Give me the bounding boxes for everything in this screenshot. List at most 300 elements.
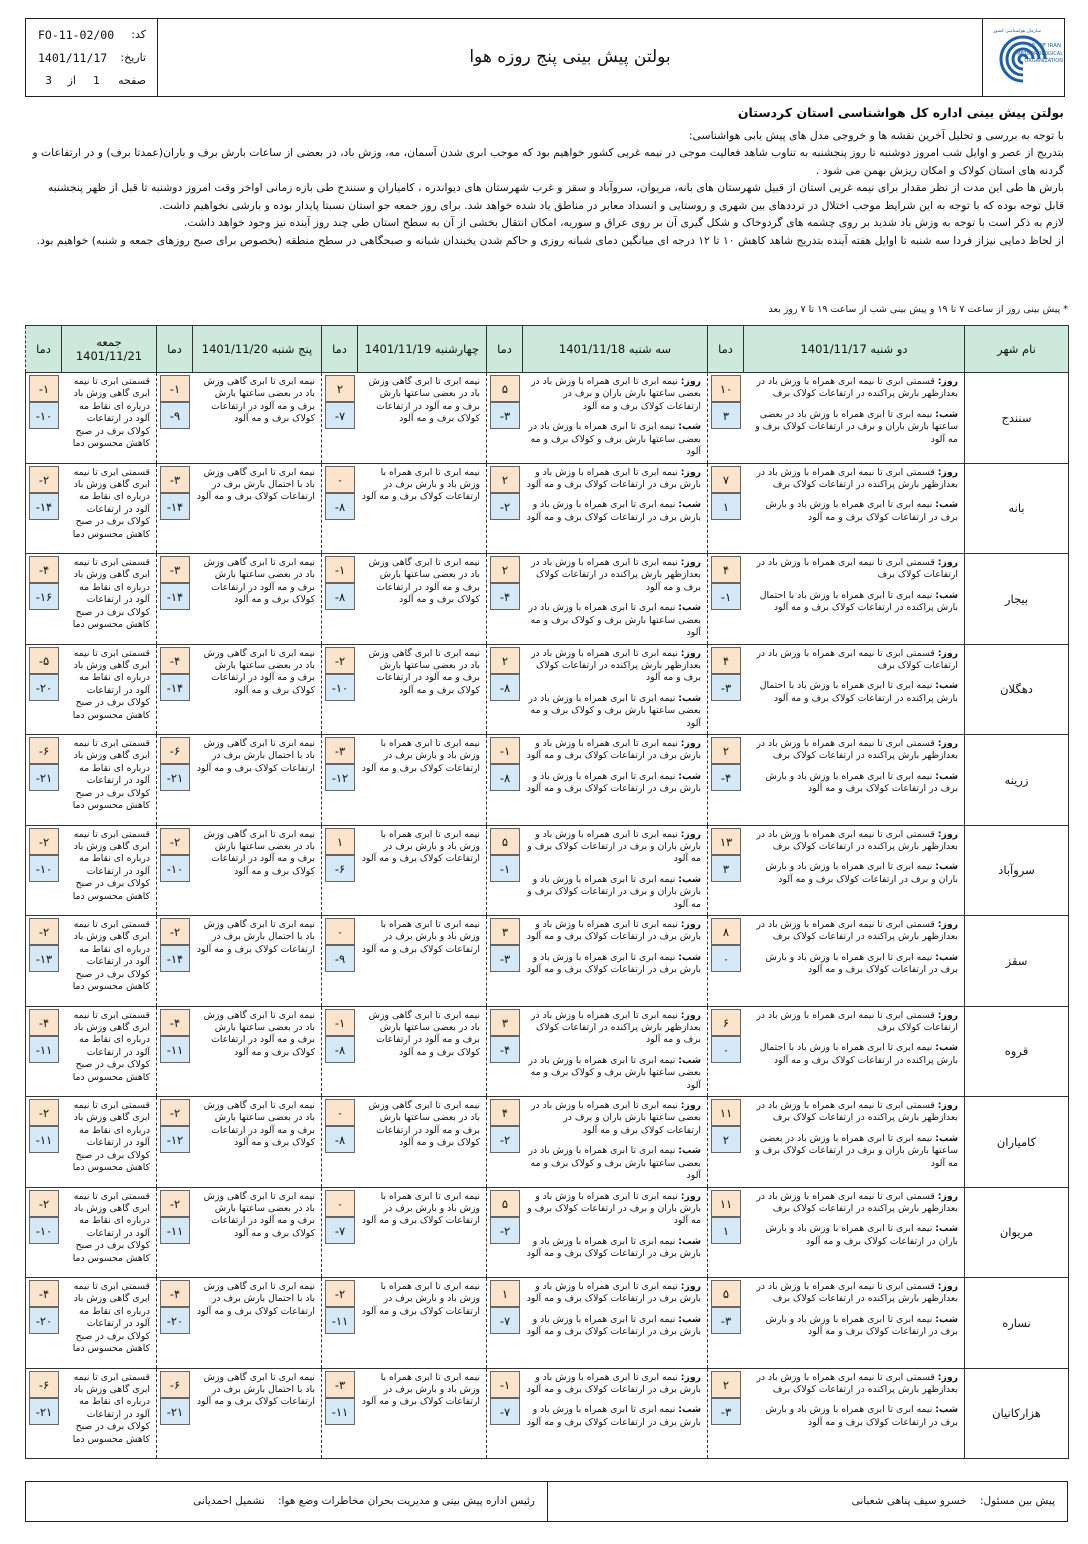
forecast-day-5 xyxy=(62,735,157,826)
day-label: روز: xyxy=(680,919,701,930)
page-total: 3 xyxy=(45,74,52,87)
forecast-text: نیمه ابری تا ابری گاهی وزش باد در بعضی ساعتها بارش برف و مه آلود در ارتفاعات کولاک برف و مه آلود xyxy=(203,828,315,877)
temperature-cell-3 xyxy=(322,373,358,464)
forecast-day-3 xyxy=(358,1097,487,1188)
forecast-text: نیمه ابری تا ابری گاهی وزش باد با احتمال بارش برف در ارتفاعات کولاک برف و مه آلود xyxy=(196,466,315,503)
forecast-day-5 xyxy=(62,1097,157,1188)
night-forecast-text: نیمه ابری تا ابری همراه با وزش باد و بارش برف در ارتفاعات کولاک برف و مه آلود xyxy=(765,1404,958,1428)
forecast-text: نیمه ابری تا ابری گاهی وزش باد با احتمال بارش برف در ارتفاعات کولاک برف و مه آلود xyxy=(196,738,315,774)
night-label: شب: xyxy=(935,499,958,511)
forecast-text: نیمه ابری تا ابری گاهی وزش باد در بعضی ساعتها بارش برف و مه آلود در ارتفاعات کولاک برف و مه آلود xyxy=(368,557,480,606)
min-temp: -۷ xyxy=(325,402,355,429)
temperature-cell-2 xyxy=(487,1097,523,1188)
min-temp: -۲۱ xyxy=(160,764,190,791)
bulletin-footer xyxy=(25,1481,1068,1522)
forecast-day-5 xyxy=(62,644,157,735)
logo-text-en3: ORGANIZATION xyxy=(1024,58,1063,64)
spacer xyxy=(748,1215,959,1223)
day-label: روز: xyxy=(680,376,701,387)
temperature-cell-5 xyxy=(26,1278,62,1369)
document-meta xyxy=(26,19,158,96)
min-temp: -۸ xyxy=(325,583,355,610)
temperature-cell-4 xyxy=(157,554,193,645)
forecast-day-2 xyxy=(523,463,708,554)
min-temp: -۸ xyxy=(325,1126,355,1153)
min-temp: -۴ xyxy=(490,583,520,610)
min-temp: -۱۱ xyxy=(325,1398,355,1425)
day-forecast-text: نیمه ابری تا ابری همراه با وزش باد و بارش برف در ارتفاعات کولاک برف و مه آلود xyxy=(526,1281,701,1305)
intro-paragraph-1: با توجه به بررسی و تحلیل آخرین نقشه ها و خروجی مدل های پیش یابی هواشناسی: xyxy=(688,128,1064,142)
night-forecast-text: نیمه ابری تا ابری همراه با وزش باد و بارش برف در ارتفاعات کولاک برف و مه آلود xyxy=(526,499,701,523)
temperature-cell-4 xyxy=(157,373,193,464)
night-forecast-text: نیمه ابری تا ابری همراه با وزش باد و بارش برف در ارتفاعات کولاک برف و مه آلود xyxy=(765,770,958,795)
night-forecast-text: نیمه ابری تا ابری همراه با وزش باد و بارش برف در ارتفاعات کولاک برف و مه آلود xyxy=(765,1313,958,1338)
spacer xyxy=(527,944,702,952)
max-temp: -۳ xyxy=(325,737,355,764)
night-label: شب: xyxy=(935,1042,958,1054)
forecast-day-3 xyxy=(358,1278,487,1369)
forecast-day-3 xyxy=(358,735,487,826)
logo-text-en1: I.R. OF IRAN xyxy=(1028,43,1061,49)
temperature-cell-1 xyxy=(708,373,744,464)
temperature-cell-3 xyxy=(322,1187,358,1278)
intro-paragraph-4: لازم به ذکر است با توجه به وزش باد شدید بر روی چشمه های گردوخاک و شکل گیری آن بر روی عراق و سوریه، امکان انتقال بخشی از آن به سطح استان طی چند روز آینده نیز وجود خواهد داشت. xyxy=(183,216,1064,229)
forecast-day-5 xyxy=(62,825,157,916)
max-temp: -۲ xyxy=(160,1190,190,1217)
temperature-cell-4 xyxy=(157,1368,193,1459)
day-forecast-text: قسمتی ابری تا نیمه ابری همراه با وزش باد در بعدازظهر بارش پراکنده در ارتفاعات کولاک برف xyxy=(756,1281,958,1305)
night-label: شب: xyxy=(935,770,958,782)
forecast-text: نیمه ابری تا ابری گاهی وزش باد در بعضی ساعتها بارش برف و مه آلود در ارتفاعات کولاک برف و مه آلود xyxy=(203,1100,315,1149)
day-forecast-text: نیمه ابری تا ابری همراه با وزش باد در بعدازظهر بارش پراکنده در ارتفاعات کولاک برف و مه آلود xyxy=(531,647,701,684)
forecast-day-1 xyxy=(744,735,965,826)
night-forecast-text: نیمه ابری تا ابری همراه با وزش باد و بارش باران و برف در ارتفاعات کولاک برف و مه آلود xyxy=(765,861,958,885)
max-temp: ۲ xyxy=(490,556,520,583)
forecast-text: نیمه ابری تا ابری گاهی وزش باد در بعضی ساعتها بارش برف و مه آلود در ارتفاعات کولاک برف و مه آلود xyxy=(203,647,315,696)
table-row xyxy=(26,1097,1069,1188)
temperature-cell-5 xyxy=(26,735,62,826)
max-temp: -۲ xyxy=(29,1190,59,1217)
forecast-day-2 xyxy=(523,554,708,645)
col-day-1: دو شنبه 1401/11/17 xyxy=(744,326,965,373)
max-temp: ۵ xyxy=(711,1280,741,1307)
spacer xyxy=(748,401,959,409)
temperature-cell-1 xyxy=(708,554,744,645)
col-temp-4: دما xyxy=(157,326,193,373)
night-label: شب: xyxy=(678,770,701,782)
day-forecast-text: قسمتی ابری تا نیمه ابری همراه با وزش باد در بعدازظهر بارش پراکنده در ارتفاعات کولاک برف xyxy=(756,466,958,490)
forecast-day-1 xyxy=(744,1187,965,1278)
col-day-2: سه شنبه 1401/11/18 xyxy=(523,326,708,373)
temperature-cell-2 xyxy=(487,463,523,554)
spacer xyxy=(748,1125,959,1133)
night-label: شب: xyxy=(678,421,701,433)
max-temp: -۶ xyxy=(160,737,190,764)
day-label: روز: xyxy=(937,1281,958,1292)
forecast-day-1 xyxy=(744,1368,965,1459)
day-forecast-text: نیمه ابری تا ابری همراه با وزش باد و بارش برف در ارتفاعات کولاک برف و مه آلود xyxy=(526,919,701,943)
forecast-day-1 xyxy=(744,554,965,645)
temperature-cell-4 xyxy=(157,644,193,735)
min-temp: -۳ xyxy=(711,1398,741,1425)
temperature-cell-4 xyxy=(157,1187,193,1278)
intro-heading: بولتن پیش بینی اداره کل هواشناسی استان کردستان xyxy=(737,105,1064,120)
max-temp: -۲ xyxy=(160,828,190,855)
day-forecast-text: نیمه ابری تا ابری همراه با وزش باد و بارش برف در ارتفاعات کولاک برف و مه آلود xyxy=(526,1371,701,1395)
table-row xyxy=(26,735,1069,826)
max-temp: -۱ xyxy=(490,1371,520,1398)
forecast-text: نیمه ابری تا ابری همراه با وزش باد و بارش برف در ارتفاعات کولاک برف و مه آلود xyxy=(361,466,480,503)
spacer xyxy=(748,763,959,771)
forecast-day-4 xyxy=(193,373,322,464)
col-temp-1: دما xyxy=(708,326,744,373)
min-temp: -۸ xyxy=(490,764,520,791)
night-label: شب: xyxy=(935,1313,958,1325)
day-label: روز: xyxy=(937,828,958,840)
col-city: نام شهر xyxy=(965,326,1069,373)
day-forecast-text: نیمه ابری تا ابری همراه با وزش باد در بعدازظهر بارش پراکنده در ارتفاعات کولاک برف و مه آلود xyxy=(531,1009,701,1046)
spacer xyxy=(527,594,702,602)
table-row xyxy=(26,1187,1069,1278)
forecast-day-4 xyxy=(193,1278,322,1369)
city-name: سقز xyxy=(965,916,1069,1007)
forecast-day-2 xyxy=(523,1368,708,1459)
city-name: نساره xyxy=(965,1278,1069,1369)
forecast-day-4 xyxy=(193,1187,322,1278)
forecast-text: نیمه ابری تا ابری گاهی وزش باد در بعضی ساعتها بارش برف و مه آلود در ارتفاعات کولاک برف و مه آلود xyxy=(368,1100,480,1149)
forecast-day-5 xyxy=(62,1006,157,1097)
day-label: روز: xyxy=(937,1009,958,1021)
day-forecast-text: قسمتی ابری تا نیمه ابری همراه با وزش باد در بعدازظهر بارش پراکنده در ارتفاعات کولاک برف xyxy=(756,376,958,400)
min-temp: -۸ xyxy=(325,1036,355,1063)
forecaster-label: پیش بین مسئول: xyxy=(980,1495,1055,1507)
night-label: شب: xyxy=(678,499,701,511)
spacer xyxy=(748,491,959,499)
temperature-cell-3 xyxy=(322,554,358,645)
night-label: شب: xyxy=(935,1223,958,1235)
max-temp: -۲ xyxy=(29,828,59,855)
max-temp: -۱ xyxy=(325,1009,355,1036)
temperature-cell-4 xyxy=(157,825,193,916)
day-forecast-text: قسمتی ابری تا نیمه ابری همراه با وزش باد در ارتفاعات کولاک برف xyxy=(756,647,958,671)
max-temp: -۲ xyxy=(160,918,190,945)
min-temp: ۱ xyxy=(711,1217,741,1244)
max-temp: ۶ xyxy=(711,1009,741,1036)
forecast-day-5 xyxy=(62,554,157,645)
max-temp: ۴ xyxy=(711,647,741,674)
forecast-day-3 xyxy=(358,1006,487,1097)
forecast-day-2 xyxy=(523,916,708,1007)
night-label: شب: xyxy=(935,861,958,873)
forecast-day-5 xyxy=(62,373,157,464)
spacer xyxy=(527,866,702,874)
night-label: شب: xyxy=(935,1404,958,1416)
min-temp: -۴ xyxy=(490,1036,520,1063)
forecast-text: نیمه ابری تا ابری گاهی وزش باد در بعضی ساعتها بارش برف و مه آلود در ارتفاعات کولاک برف و مه آلود xyxy=(203,557,315,606)
table-row xyxy=(26,644,1069,735)
night-forecast-text: نیمه ابری تا ابری همراه با وزش باد و بارش باران در ارتفاعات کولاک برف و مه آلود xyxy=(765,1223,958,1247)
min-temp: -۱ xyxy=(490,855,520,882)
forecast-table xyxy=(25,325,1069,1459)
night-label: شب: xyxy=(678,1313,701,1325)
forecast-day-1 xyxy=(744,1097,965,1188)
day-label: روز: xyxy=(680,1100,701,1111)
night-label: شب: xyxy=(678,1235,701,1247)
max-temp: ۵ xyxy=(490,828,520,855)
forecast-day-2 xyxy=(523,1278,708,1369)
spacer xyxy=(748,582,959,590)
forecast-day-1 xyxy=(744,916,965,1007)
max-temp: ۳ xyxy=(490,918,520,945)
forecast-day-3 xyxy=(358,644,487,735)
temperature-cell-2 xyxy=(487,644,523,735)
min-temp: -۱۲ xyxy=(160,1126,190,1153)
forecast-day-1 xyxy=(744,644,965,735)
temperature-cell-5 xyxy=(26,916,62,1007)
forecast-text: قسمتی ابری تا نیمه ابری گاهی وزش باد درباره ای نقاط مه آلود در ارتفاعات کولاک برف در صبح کاهش محسوس دما xyxy=(72,647,150,721)
head-label: رئیس اداره پیش بینی و مدیریت بحران مخاطرات وضع هوا: xyxy=(278,1495,535,1507)
table-row xyxy=(26,1278,1069,1369)
max-temp: ۱ xyxy=(490,1280,520,1307)
night-label: شب: xyxy=(678,692,701,704)
min-temp: -۱۱ xyxy=(325,1307,355,1334)
max-temp: -۲ xyxy=(29,466,59,493)
min-temp: -۱۴ xyxy=(160,674,190,701)
night-label: شب: xyxy=(935,1132,958,1144)
temperature-cell-2 xyxy=(487,1187,523,1278)
night-label: شب: xyxy=(935,589,958,601)
temperature-cell-2 xyxy=(487,1278,523,1369)
max-temp: -۶ xyxy=(160,1371,190,1398)
forecast-text: نیمه ابری تا ابری همراه با وزش باد و بارش برف در ارتفاعات کولاک برف و مه آلود xyxy=(361,1371,480,1408)
max-temp: ۰ xyxy=(325,1099,355,1126)
temperature-cell-4 xyxy=(157,916,193,1007)
max-temp: -۱ xyxy=(325,556,355,583)
city-name: زرینه xyxy=(965,735,1069,826)
max-temp: ۵ xyxy=(490,1190,520,1217)
meteorological-organization-logo xyxy=(982,19,1064,96)
temperature-cell-5 xyxy=(26,825,62,916)
night-forecast-text: نیمه ابری تا ابری همراه با وزش باد و بارش برف در ارتفاعات کولاک برف و مه آلود xyxy=(765,499,958,523)
spacer xyxy=(748,853,959,861)
forecast-day-2 xyxy=(523,373,708,464)
forecast-day-1 xyxy=(744,463,965,554)
forecast-day-2 xyxy=(523,1097,708,1188)
forecast-day-5 xyxy=(62,1368,157,1459)
night-forecast-text: نیمه ابری تا ابری همراه با وزش باد با احتمال بارش پراکنده در ارتفاعات کولاک برف و مه آلود xyxy=(759,680,958,704)
min-temp: -۸ xyxy=(325,493,355,520)
night-forecast-text: نیمه ابری تا ابری همراه با وزش باد در بعضی ساعتها بارش برف و کولاک برف و مه آلود xyxy=(528,602,701,639)
day-label: روز: xyxy=(937,738,958,749)
temperature-cell-1 xyxy=(708,1006,744,1097)
max-temp: ۵ xyxy=(490,375,520,402)
night-label: شب: xyxy=(935,680,958,692)
min-temp: -۷ xyxy=(490,1398,520,1425)
forecast-day-3 xyxy=(358,373,487,464)
forecast-text: قسمتی ابری تا نیمه ابری گاهی وزش باد درباره ای نقاط مه آلود در ارتفاعات کولاک برف در صبح کاهش محسوس دما xyxy=(72,1009,150,1083)
max-temp: ۱۳ xyxy=(711,828,741,855)
max-temp: ۱ xyxy=(325,828,355,855)
forecast-text: نیمه ابری تا ابری گاهی وزش باد در بعضی ساعتها بارش برف و مه آلود در ارتفاعات کولاک برف و مه آلود xyxy=(203,1190,315,1239)
temperature-cell-3 xyxy=(322,916,358,1007)
forecast-day-2 xyxy=(523,1006,708,1097)
forecast-text: نیمه ابری تا ابری همراه با وزش باد و بارش برف در ارتفاعات کولاک برف و مه آلود xyxy=(361,828,480,865)
temperature-cell-2 xyxy=(487,554,523,645)
day-forecast-text: نیمه ابری تا ابری همراه با وزش باد و بارش برف در ارتفاعات کولاک برف و مه آلود xyxy=(526,738,701,762)
forecast-day-3 xyxy=(358,825,487,916)
night-label: شب: xyxy=(935,951,958,963)
temperature-cell-2 xyxy=(487,1368,523,1459)
max-temp: -۲ xyxy=(29,1099,59,1126)
table-row xyxy=(26,1006,1069,1097)
day-forecast-text: قسمتی ابری تا نیمه ابری همراه با وزش باد در ارتفاعات کولاک برف xyxy=(756,557,958,581)
night-label: شب: xyxy=(678,1054,701,1066)
min-temp: -۹ xyxy=(325,945,355,972)
max-temp: -۴ xyxy=(29,556,59,583)
night-forecast-text: نیمه ابری تا ابری همراه با وزش باد و بارش باران و برف در ارتفاعات کولاک برف و مه آلود xyxy=(527,873,701,910)
temperature-cell-1 xyxy=(708,1187,744,1278)
temperature-cell-1 xyxy=(708,735,744,826)
max-temp: ۰ xyxy=(325,1190,355,1217)
max-temp: ۲ xyxy=(711,1371,741,1398)
min-temp: -۱۰ xyxy=(29,855,59,882)
day-label: روز: xyxy=(937,376,958,387)
max-temp: ۲ xyxy=(711,737,741,764)
city-name: مریوان xyxy=(965,1187,1069,1278)
forecast-day-2 xyxy=(523,1187,708,1278)
min-temp: -۷ xyxy=(325,1217,355,1244)
min-temp: -۲۰ xyxy=(29,674,59,701)
max-temp: ۱۱ xyxy=(711,1190,741,1217)
min-temp: -۱۶ xyxy=(29,583,59,610)
day-forecast-text: قسمتی ابری تا نیمه ابری همراه با وزش باد در بعدازظهر بارش پراکنده در ارتفاعات کولاک برف xyxy=(756,828,958,852)
min-temp: -۲ xyxy=(490,1217,520,1244)
day-label: روز: xyxy=(680,1009,701,1021)
forecast-table-body xyxy=(26,373,1069,1459)
day-label: روز: xyxy=(937,647,958,659)
temperature-cell-2 xyxy=(487,373,523,464)
temperature-cell-5 xyxy=(26,644,62,735)
temperature-cell-3 xyxy=(322,644,358,735)
forecast-text: نیمه ابری تا ابری گاهی وزش باد در بعضی ساعتها بارش برف و مه آلود در ارتفاعات کولاک برف و مه آلود xyxy=(368,1009,480,1058)
max-temp: ۲ xyxy=(490,466,520,493)
min-temp: -۲ xyxy=(490,1126,520,1153)
forecast-day-4 xyxy=(193,554,322,645)
table-row xyxy=(26,825,1069,916)
forecast-text: نیمه ابری تا ابری گاهی وزش باد در بعضی ساعتها بارش برف و مه آلود در ارتفاعات کولاک برف و مه آلود xyxy=(203,1009,315,1058)
min-temp: ۰ xyxy=(711,1036,741,1063)
max-temp: ۳ xyxy=(490,1009,520,1036)
min-temp: -۹ xyxy=(160,402,190,429)
max-temp: -۲ xyxy=(160,1099,190,1126)
temperature-cell-5 xyxy=(26,373,62,464)
max-temp: ۸ xyxy=(711,918,741,945)
temperature-cell-3 xyxy=(322,1006,358,1097)
spacer xyxy=(748,1306,959,1314)
min-temp: -۱۴ xyxy=(160,493,190,520)
col-day-5: جمعه 1401/11/21 xyxy=(62,326,157,373)
min-temp: -۲۱ xyxy=(160,1398,190,1425)
forecast-day-4 xyxy=(193,463,322,554)
night-forecast-text: نیمه ابری تا ابری همراه با وزش باد و بارش برف در ارتفاعات کولاک برف و مه آلود xyxy=(526,1404,701,1428)
night-forecast-text: نیمه ابری تا ابری همراه با وزش باد در بعضی ساعتها بارش باران و برف در ارتفاعات کولاک برف و مه آلود xyxy=(755,408,958,445)
forecast-day-2 xyxy=(523,825,708,916)
day-forecast-text: قسمتی ابری تا نیمه ابری همراه با وزش باد در بعدازظهر بارش پراکنده در ارتفاعات کولاک برف xyxy=(756,919,958,943)
night-forecast-text: نیمه ابری تا ابری همراه با وزش باد در بعضی ساعتها بارش برف و کولاک برف و مه آلود xyxy=(528,692,701,729)
day-forecast-text: قسمتی ابری تا نیمه ابری همراه با وزش باد در ارتفاعات کولاک برف xyxy=(756,1009,958,1033)
spacer xyxy=(527,763,702,771)
max-temp: ۴ xyxy=(490,1099,520,1126)
temperature-cell-4 xyxy=(157,1278,193,1369)
forecast-day-5 xyxy=(62,916,157,1007)
date-label: تاریخ: xyxy=(120,51,146,64)
day-label: روز: xyxy=(937,919,958,930)
forecast-day-3 xyxy=(358,1368,487,1459)
min-temp: -۱۰ xyxy=(29,1217,59,1244)
max-temp: ۷ xyxy=(711,466,741,493)
forecast-text: قسمتی ابری تا نیمه ابری گاهی وزش باد درباره ای نقاط مه آلود در ارتفاعات کولاک برف در صبح کاهش محسوس دما xyxy=(72,1190,150,1264)
forecast-day-3 xyxy=(358,916,487,1007)
forecast-day-4 xyxy=(193,735,322,826)
temperature-cell-2 xyxy=(487,1006,523,1097)
forecast-text: قسمتی ابری تا نیمه ابری گاهی وزش باد درباره ای نقاط مه آلود در ارتفاعات کولاک برف در صبح کاهش محسوس دما xyxy=(72,919,150,993)
min-temp: -۸ xyxy=(490,674,520,701)
page-label: صفحه xyxy=(118,74,146,87)
min-temp: ۳ xyxy=(711,855,741,882)
max-temp: -۲ xyxy=(325,1280,355,1307)
spacer xyxy=(527,1137,702,1145)
min-temp: -۲۰ xyxy=(29,1307,59,1334)
temperature-cell-3 xyxy=(322,735,358,826)
spacer xyxy=(748,1396,959,1404)
forecast-text: نیمه ابری تا ابری گاهی وزش باد در بعضی ساعتها بارش برف و مه آلود در ارتفاعات کولاک برف و مه آلود xyxy=(368,647,480,696)
temperature-cell-1 xyxy=(708,644,744,735)
spacer xyxy=(527,685,702,693)
night-label: شب: xyxy=(678,602,701,614)
forecast-text: قسمتی ابری تا نیمه ابری گاهی وزش باد درباره ای نقاط مه آلود در ارتفاعات کولاک برف در صبح کاهش محسوس دما xyxy=(72,1100,150,1174)
max-temp: ۲ xyxy=(325,375,355,402)
temperature-cell-2 xyxy=(487,735,523,826)
forecast-text: قسمتی ابری تا نیمه ابری گاهی وزش باد درباره ای نقاط مه آلود در ارتفاعات کولاک برف در صبح کاهش محسوس دما xyxy=(72,376,150,450)
min-temp: -۱۱ xyxy=(29,1126,59,1153)
min-temp: -۶ xyxy=(325,855,355,882)
temperature-cell-3 xyxy=(322,1278,358,1369)
night-forecast-text: نیمه ابری تا ابری همراه با وزش باد در بعضی ساعتها بارش برف و کولاک برف و مه آلود xyxy=(528,1054,701,1091)
temperature-cell-5 xyxy=(26,554,62,645)
intro-paragraph-3: بارش ها طی این مدت از نظر مقدار برای نیمه غربی استان از قبیل شهرستان های بانه، مریوان، سروآباد و سقز و غرب شهرستان های دیواندره ، کامیاران و سنندج طی بازه زمانی اواخر وقت امروز دوشنبه تا قبل از ظهر پنجشنبه قابل توجه بوده که با توجه به این شرایط موجب اختلال در ترددهای بین شهری و روستایی و انسداد معابر در مناطق یاد شده خواهد شد. برای روز جمعه جو استان نسبتا پایدار بوده و بارشی نخواهیم داشت. xyxy=(48,181,1064,212)
forecast-day-5 xyxy=(62,1278,157,1369)
max-temp: ۲ xyxy=(490,647,520,674)
forecast-day-4 xyxy=(193,825,322,916)
spacer xyxy=(748,1034,959,1042)
table-row xyxy=(26,916,1069,1007)
day-forecast-text: قسمتی ابری تا نیمه ابری همراه با وزش باد در بعدازظهر بارش پراکنده در ارتفاعات کولاک برف xyxy=(756,738,958,762)
table-header-row xyxy=(26,326,1069,373)
min-temp: ۳ xyxy=(711,402,741,429)
forecast-time-note: * پیش بینی روز از ساعت ۷ تا ۱۹ و پیش بینی شب از ساعت ۱۹ تا ۷ روز بعد xyxy=(768,304,1068,315)
min-temp: -۳ xyxy=(490,402,520,429)
forecast-day-5 xyxy=(62,463,157,554)
night-forecast-text: نیمه ابری تا ابری همراه با وزش باد با احتمال بارش پراکنده در ارتفاعات کولاک برف و مه آلود xyxy=(759,589,958,614)
forecast-text: قسمتی ابری تا نیمه ابری گاهی وزش باد درباره ای نقاط مه آلود در ارتفاعات کولاک برف در صبح کاهش محسوس دما xyxy=(72,1371,150,1445)
table-row xyxy=(26,1368,1069,1459)
spacer xyxy=(527,1228,702,1236)
temperature-cell-1 xyxy=(708,1368,744,1459)
temperature-cell-3 xyxy=(322,825,358,916)
night-forecast-text: نیمه ابری تا ابری همراه با وزش باد و بارش برف در ارتفاعات کولاک برف و مه آلود xyxy=(765,951,958,976)
table-row xyxy=(26,373,1069,464)
max-temp: -۴ xyxy=(29,1280,59,1307)
